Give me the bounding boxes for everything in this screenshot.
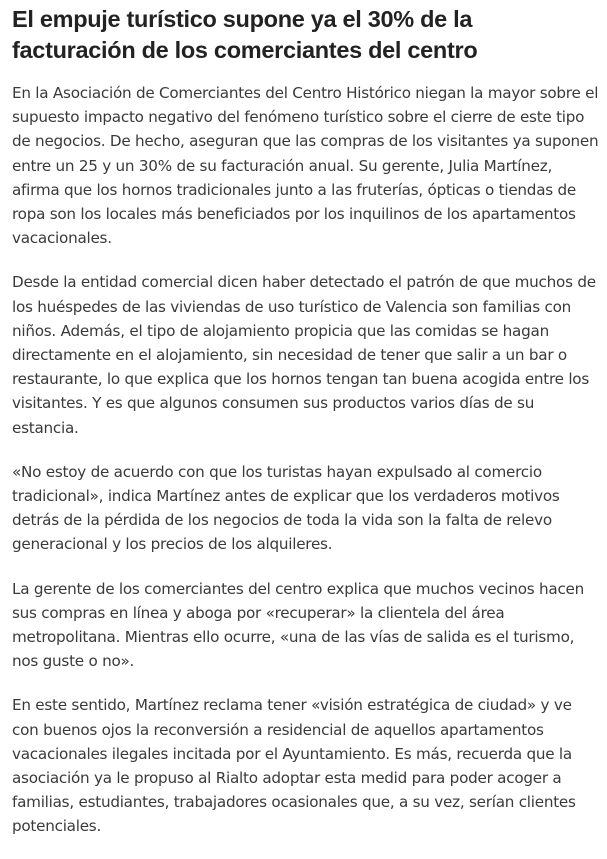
article-paragraph-3: «No estoy de acuerdo con que los turistas hayan expulsado al comercio tradicional», indica Martínez antes de explicar que los verdaderos motivos detrás de la pérdida de los negocios de toda la vida son la falta de relevo generacional y los precios de los alquileres. [12, 462, 560, 554]
article-paragraph-1: En la Asociación de Comerciantes del Centro Histórico niegan la mayor sobre el supuesto impacto negativo del fenómeno turístico sobre el cierre de este tipo de negocios. De hecho, aseguran que las compras de los visitantes ya suponen entre un 25 y un 30% de su facturación anual. Su gerente, Julia Martínez, afirma que los hornos tradicionales junto a las fruterías, ópticas o tiendas de ropa son los locales más beneficiados por los inquilinos de los apartamentos vacacionales. [12, 84, 599, 248]
article [12, 4, 600, 859]
article-paragraph-4: La gerente de los comerciantes del centro explica que muchos vecinos hacen sus compras en línea y aboga por «recuperar» la clientela del área metropolitana. Mientras ello ocurre, «una de las vías de salida es el turismo, nos guste o no». [12, 579, 585, 671]
article-paragraph-5: En este sentido, Martínez reclama tener «visión estratégica de ciudad» y ve con buenos ojos la reconversión a residencial de aquellos apartamentos vacacionales ilegales incitada por el Ayuntamiento. Es más, recuerda que la asociación ya le propuso al Rialto adoptar esta medid para poder acoger a familias, estudiantes, trabajadores ocasionales que, a su vez, serían clientes potenciales. [12, 696, 576, 836]
article-headline: El empuje turístico supone ya el 30% de la facturación de los comerciantes del centro [12, 6, 478, 63]
article-paragraph-2: Desde la entidad comercial dicen haber detectado el patrón de que muchos de los huéspedes de las viviendas de uso turístico de Valencia son familias con niños. Además, el tipo de alojamiento propicia que las comidas se hagan directamente en el alojamiento, sin necesidad de tener que salir a un bar o restaurante, lo que explica que los hornos tengan tan buena acogida entre los visitantes. Y es que algunos consumen sus productos varios días de su estancia. [12, 273, 596, 437]
